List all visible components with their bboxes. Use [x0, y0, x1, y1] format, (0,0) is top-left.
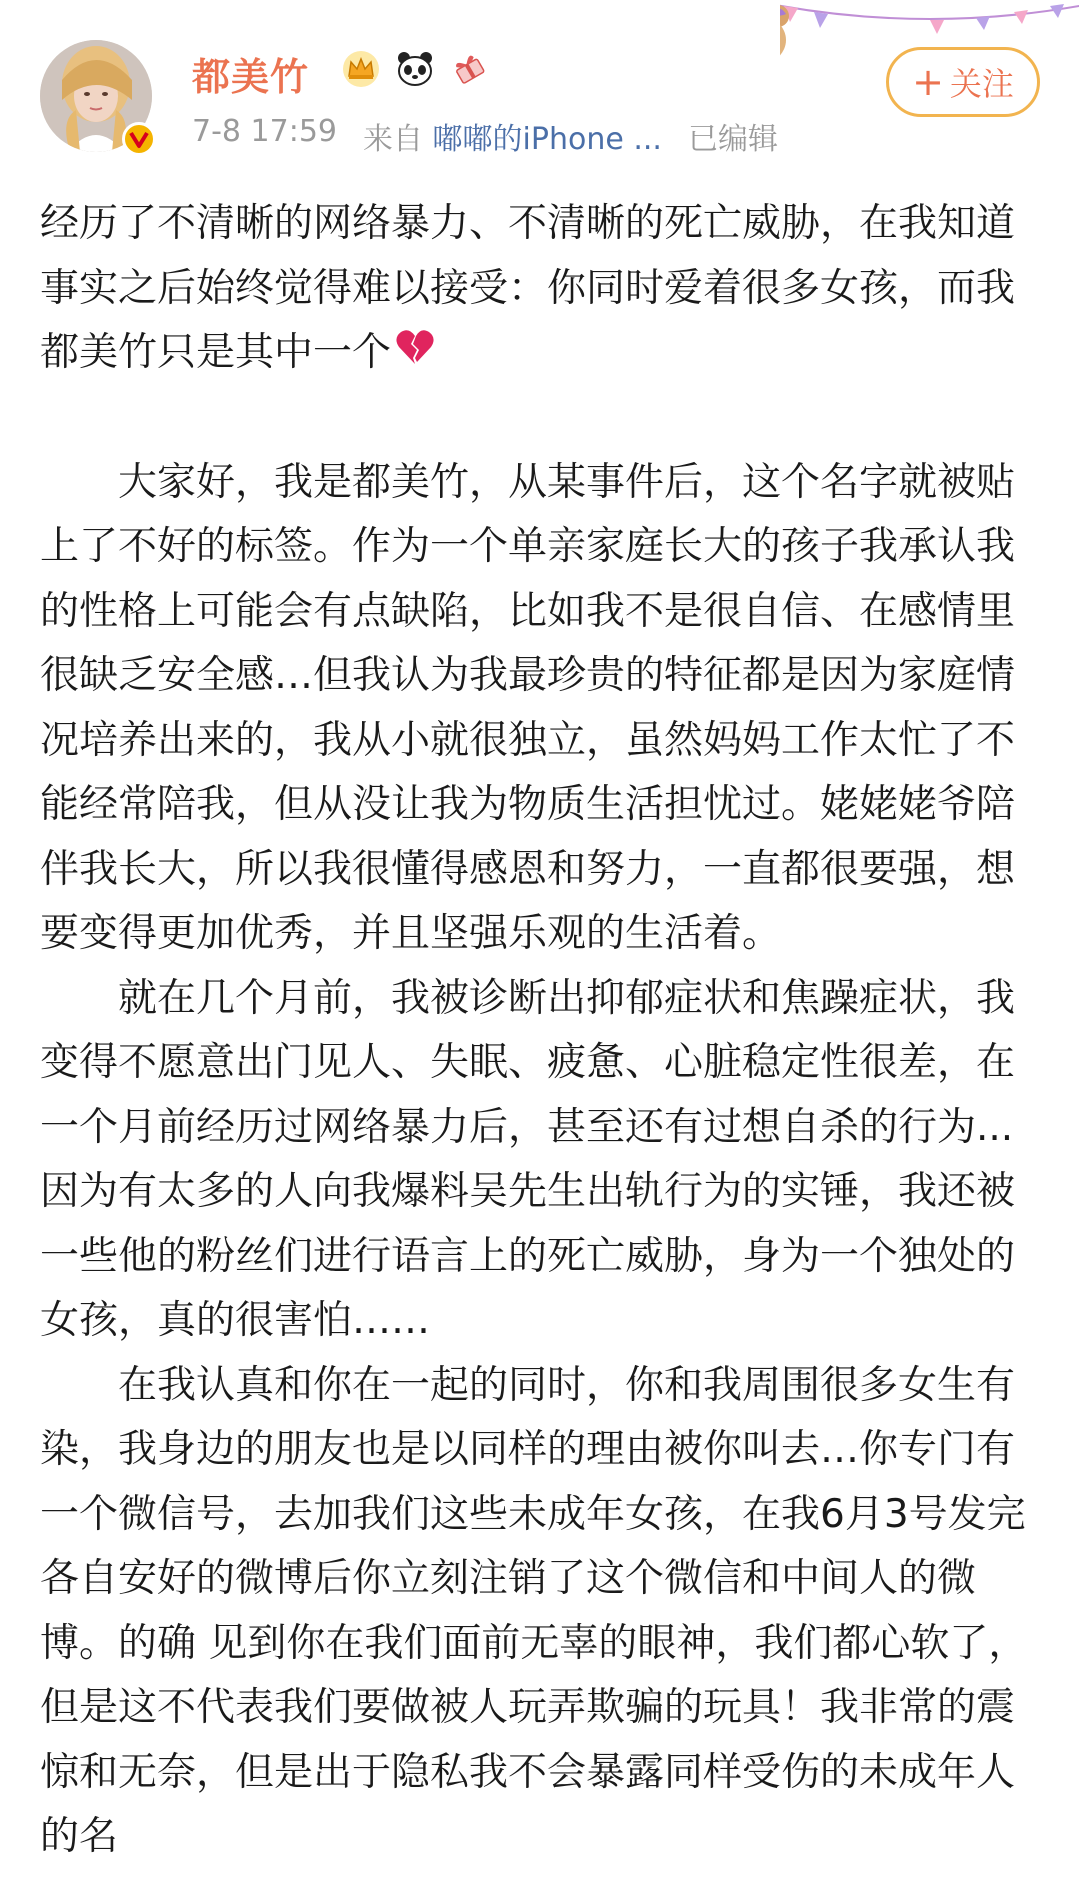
post-body: [40, 192, 1040, 1870]
crown-icon[interactable]: [340, 48, 382, 90]
post-meta: [192, 114, 778, 158]
edited-label[interactable]: 已编辑: [687, 122, 778, 157]
username[interactable]: 都美竹: [192, 55, 310, 99]
gift-icon[interactable]: [448, 48, 490, 90]
paragraph-spacer: [40, 387, 1040, 451]
follow-label: 关注: [949, 65, 1014, 103]
verified-v-icon: [122, 122, 156, 156]
user-badges: [340, 48, 490, 90]
panda-icon[interactable]: [394, 48, 436, 90]
post-timestamp: 7-8 17:59: [192, 114, 337, 149]
source-device[interactable]: 嘟嘟的iPhone ...: [432, 122, 662, 157]
post-paragraph: 大家好，我是都美竹，从某事件后，这个名字就被贴上了不好的标签。作为一个单亲家庭长大的孩子我承认我的性格上可能会有点缺陷，比如我不是很自信、在感情里很缺乏安全感…但我认为我最珍贵的特征都是因为家庭情况培养出来的，我从小就很独立，虽然妈妈工作太忙了不能经常陪我，但从没让我为物质生活担忧过。姥姥姥爷陪伴我长大，所以我很懂得感恩和努力，一直都很要强，想要变得更加优秀，并且坚强乐观的生活着。: [40, 459, 1016, 957]
post-intro: [40, 192, 1040, 387]
plus-icon: +: [912, 60, 944, 104]
broken-heart-icon: [395, 322, 435, 387]
follow-button[interactable]: [886, 47, 1040, 117]
post-header: [0, 0, 1079, 170]
post-paragraph: 就在几个月前，我被诊断出抑郁症状和焦躁症状，我变得不愿意出门见人、失眠、疲惫、心脏稳定性很差，在一个月前经历过网络暴力后，甚至还有过想自杀的行为...因为有太多的人向我爆料吴先生出轨行为的实锤，我还被一些他的粉丝们进行语言上的死亡威胁，身为一个独处的女孩，真的很害怕……: [40, 975, 1016, 1344]
post-source[interactable]: [363, 114, 662, 158]
intro-text: 经历了不清晰的网络暴力、不清晰的死亡威胁，在我知道事实之后始终觉得难以接受：你同时爱着很多女孩，而我都美竹只是其中一个: [40, 201, 1016, 375]
post-paragraph: 在我认真和你在一起的同时，你和我周围很多女生有染，我身边的朋友也是以同样的理由被你叫去…你专门有一个微信号，去加我们这些未成年女孩，在我6月3号发完各自安好的微博后你立刻注销了这个微信和中间人的微博。的确 见到你在我们面前无辜的眼神，我们都心软了，但是这不代表我们要做被人玩弄欺骗的玩具！我非常的震惊和无奈，但是出于隐私我不会暴露同样受伤的未成年人的名: [40, 1362, 1028, 1860]
source-prefix: 来自: [363, 122, 423, 157]
